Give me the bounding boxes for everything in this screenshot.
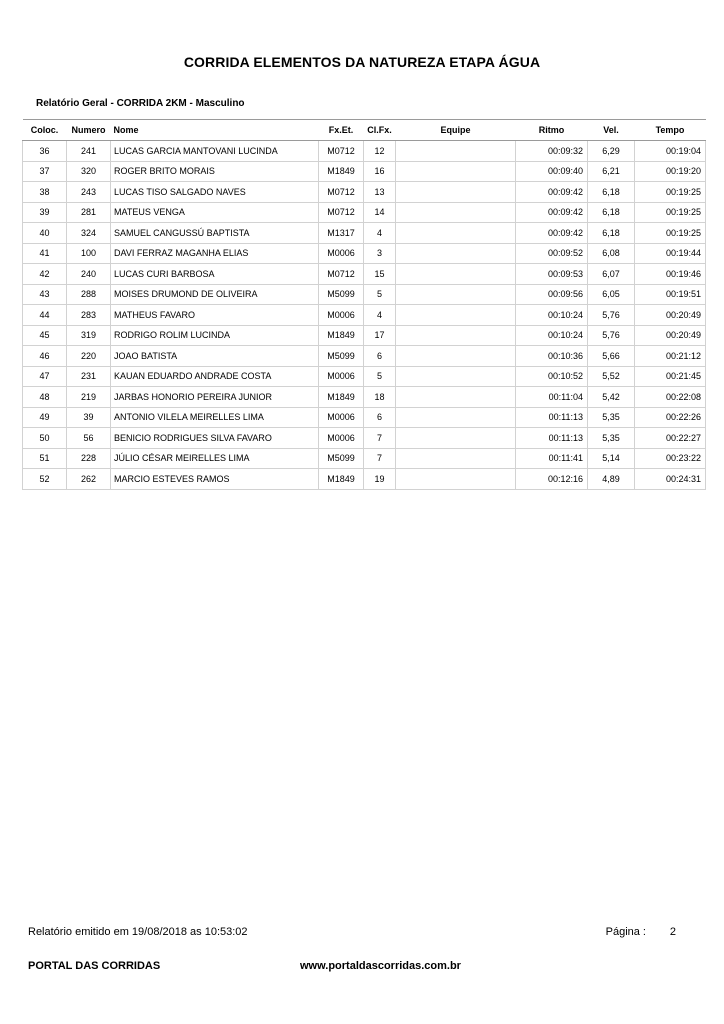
cell-ritmo: 00:10:24 [516, 305, 588, 326]
cell-equipe [396, 161, 516, 182]
cell-equipe [396, 346, 516, 367]
cell-ritmo: 00:09:42 [516, 182, 588, 203]
cell-vel: 6,29 [588, 141, 635, 162]
cell-nome: MATEUS VENGA [111, 202, 319, 223]
header-fx-et: Fx.Et. [319, 120, 364, 141]
table-header [23, 120, 706, 141]
cell-vel: 6,18 [588, 223, 635, 244]
table-row [23, 202, 706, 223]
report-issued-text: Relatório emitido em 19/08/2018 as 10:53:02 [28, 926, 248, 938]
cell-numero: 241 [67, 141, 111, 162]
cell-ritmo: 00:10:52 [516, 366, 588, 387]
cell-vel: 5,52 [588, 366, 635, 387]
cell-equipe [396, 243, 516, 264]
cell-fx-et: M0006 [319, 407, 364, 428]
cell-tempo: 00:19:25 [635, 202, 706, 223]
cell-vel: 4,89 [588, 469, 635, 490]
cell-fx-et: M0712 [319, 141, 364, 162]
cell-nome: BENICIO RODRIGUES SILVA FAVARO [111, 428, 319, 449]
cell-fx-et: M5099 [319, 346, 364, 367]
cell-numero: 243 [67, 182, 111, 203]
cell-coloc: 47 [23, 366, 67, 387]
table-row [23, 284, 706, 305]
cell-fx-et: M0006 [319, 428, 364, 449]
cell-tempo: 00:22:27 [635, 428, 706, 449]
cell-cl-fx: 4 [364, 305, 396, 326]
cell-tempo: 00:23:22 [635, 448, 706, 469]
page-label: Página : [605, 926, 646, 938]
cell-numero: 288 [67, 284, 111, 305]
cell-coloc: 36 [23, 141, 67, 162]
cell-coloc: 50 [23, 428, 67, 449]
cell-equipe [396, 407, 516, 428]
cell-cl-fx: 3 [364, 243, 396, 264]
cell-coloc: 43 [23, 284, 67, 305]
header-tempo: Tempo [635, 120, 706, 141]
cell-vel: 5,66 [588, 346, 635, 367]
cell-equipe [396, 141, 516, 162]
cell-nome: MATHEUS FAVARO [111, 305, 319, 326]
table-row [23, 141, 706, 162]
table-row [23, 243, 706, 264]
header-coloc: Coloc. [23, 120, 67, 141]
cell-nome: JÚLIO CÉSAR MEIRELLES LIMA [111, 448, 319, 469]
cell-numero: 283 [67, 305, 111, 326]
cell-cl-fx: 5 [364, 366, 396, 387]
cell-coloc: 46 [23, 346, 67, 367]
cell-coloc: 48 [23, 387, 67, 408]
cell-coloc: 52 [23, 469, 67, 490]
table-row [23, 387, 706, 408]
cell-vel: 6,18 [588, 182, 635, 203]
cell-vel: 6,07 [588, 264, 635, 285]
report-subtitle: Relatório Geral - CORRIDA 2KM - Masculino [36, 98, 245, 109]
cell-cl-fx: 5 [364, 284, 396, 305]
cell-numero: 281 [67, 202, 111, 223]
cell-nome: LUCAS TISO SALGADO NAVES [111, 182, 319, 203]
cell-coloc: 45 [23, 325, 67, 346]
table-row [23, 366, 706, 387]
cell-equipe [396, 448, 516, 469]
cell-ritmo: 00:11:13 [516, 428, 588, 449]
cell-fx-et: M0006 [319, 243, 364, 264]
cell-tempo: 00:21:12 [635, 346, 706, 367]
cell-vel: 5,35 [588, 407, 635, 428]
cell-nome: JOAO BATISTA [111, 346, 319, 367]
cell-numero: 39 [67, 407, 111, 428]
cell-cl-fx: 13 [364, 182, 396, 203]
cell-equipe [396, 202, 516, 223]
cell-coloc: 40 [23, 223, 67, 244]
cell-ritmo: 00:09:56 [516, 284, 588, 305]
cell-equipe [396, 264, 516, 285]
cell-vel: 5,76 [588, 325, 635, 346]
cell-numero: 324 [67, 223, 111, 244]
cell-coloc: 51 [23, 448, 67, 469]
cell-ritmo: 00:09:32 [516, 141, 588, 162]
cell-fx-et: M1849 [319, 325, 364, 346]
header-equipe: Equipe [396, 120, 516, 141]
cell-cl-fx: 12 [364, 141, 396, 162]
table-row [23, 428, 706, 449]
table-row [23, 182, 706, 203]
cell-ritmo: 00:09:42 [516, 223, 588, 244]
table-row [23, 161, 706, 182]
cell-nome: ROGER BRITO MORAIS [111, 161, 319, 182]
cell-nome: DAVI FERRAZ MAGANHA ELIAS [111, 243, 319, 264]
cell-fx-et: M0006 [319, 366, 364, 387]
cell-nome: SAMUEL CANGUSSÚ BAPTISTA [111, 223, 319, 244]
cell-fx-et: M0712 [319, 202, 364, 223]
cell-nome: ANTONIO VILELA MEIRELLES LIMA [111, 407, 319, 428]
cell-tempo: 00:19:25 [635, 223, 706, 244]
cell-tempo: 00:19:25 [635, 182, 706, 203]
cell-cl-fx: 16 [364, 161, 396, 182]
cell-cl-fx: 17 [364, 325, 396, 346]
cell-ritmo: 00:11:41 [516, 448, 588, 469]
cell-cl-fx: 14 [364, 202, 396, 223]
table-row [23, 346, 706, 367]
cell-tempo: 00:19:44 [635, 243, 706, 264]
header-cl-fx: Cl.Fx. [364, 120, 396, 141]
table-row [23, 223, 706, 244]
cell-numero: 220 [67, 346, 111, 367]
cell-nome: JARBAS HONORIO PEREIRA JUNIOR [111, 387, 319, 408]
cell-nome: MOISES DRUMOND DE OLIVEIRA [111, 284, 319, 305]
cell-fx-et: M1849 [319, 469, 364, 490]
cell-fx-et: M0712 [319, 182, 364, 203]
cell-nome: KAUAN EDUARDO ANDRADE COSTA [111, 366, 319, 387]
header-ritmo: Ritmo [516, 120, 588, 141]
cell-tempo: 00:22:26 [635, 407, 706, 428]
page-number: 2 [669, 926, 676, 938]
document-title: CORRIDA ELEMENTOS DA NATUREZA ETAPA ÁGUA [183, 54, 541, 70]
cell-coloc: 49 [23, 407, 67, 428]
cell-numero: 240 [67, 264, 111, 285]
cell-equipe [396, 284, 516, 305]
cell-tempo: 00:22:08 [635, 387, 706, 408]
cell-coloc: 41 [23, 243, 67, 264]
cell-fx-et: M1849 [319, 387, 364, 408]
cell-equipe [396, 366, 516, 387]
cell-nome: LUCAS CURI BARBOSA [111, 264, 319, 285]
cell-nome: LUCAS GARCIA MANTOVANI LUCINDA [111, 141, 319, 162]
cell-cl-fx: 4 [364, 223, 396, 244]
cell-vel: 5,76 [588, 305, 635, 326]
table-row [23, 407, 706, 428]
cell-fx-et: M5099 [319, 284, 364, 305]
cell-coloc: 38 [23, 182, 67, 203]
cell-equipe [396, 387, 516, 408]
cell-numero: 319 [67, 325, 111, 346]
cell-fx-et: M0006 [319, 305, 364, 326]
cell-coloc: 42 [23, 264, 67, 285]
cell-ritmo: 00:11:13 [516, 407, 588, 428]
cell-ritmo: 00:10:24 [516, 325, 588, 346]
cell-numero: 320 [67, 161, 111, 182]
cell-numero: 219 [67, 387, 111, 408]
cell-cl-fx: 7 [364, 448, 396, 469]
table-row [23, 448, 706, 469]
cell-tempo: 00:19:51 [635, 284, 706, 305]
cell-fx-et: M1849 [319, 161, 364, 182]
cell-cl-fx: 18 [364, 387, 396, 408]
cell-ritmo: 00:09:53 [516, 264, 588, 285]
cell-numero: 100 [67, 243, 111, 264]
cell-numero: 262 [67, 469, 111, 490]
cell-ritmo: 00:09:42 [516, 202, 588, 223]
cell-cl-fx: 6 [364, 346, 396, 367]
cell-vel: 5,35 [588, 428, 635, 449]
portal-name: PORTAL DAS CORRIDAS [28, 960, 161, 972]
cell-coloc: 39 [23, 202, 67, 223]
cell-tempo: 00:20:49 [635, 325, 706, 346]
cell-equipe [396, 182, 516, 203]
cell-ritmo: 00:09:52 [516, 243, 588, 264]
cell-tempo: 00:19:20 [635, 161, 706, 182]
cell-cl-fx: 7 [364, 428, 396, 449]
cell-coloc: 44 [23, 305, 67, 326]
cell-tempo: 00:24:31 [635, 469, 706, 490]
cell-ritmo: 00:12:16 [516, 469, 588, 490]
table-row [23, 305, 706, 326]
cell-vel: 6,21 [588, 161, 635, 182]
cell-cl-fx: 6 [364, 407, 396, 428]
cell-numero: 231 [67, 366, 111, 387]
cell-fx-et: M5099 [319, 448, 364, 469]
cell-vel: 5,14 [588, 448, 635, 469]
table-body [23, 141, 706, 490]
cell-cl-fx: 19 [364, 469, 396, 490]
cell-vel: 6,08 [588, 243, 635, 264]
header-vel: Vel. [588, 120, 635, 141]
cell-tempo: 00:19:04 [635, 141, 706, 162]
cell-equipe [396, 305, 516, 326]
table-row [23, 264, 706, 285]
cell-tempo: 00:21:45 [635, 366, 706, 387]
cell-coloc: 37 [23, 161, 67, 182]
cell-ritmo: 00:10:36 [516, 346, 588, 367]
cell-vel: 6,18 [588, 202, 635, 223]
website-url: www.portaldascorridas.com.br [300, 960, 461, 972]
cell-nome: RODRIGO ROLIM LUCINDA [111, 325, 319, 346]
cell-numero: 228 [67, 448, 111, 469]
cell-fx-et: M1317 [319, 223, 364, 244]
cell-equipe [396, 428, 516, 449]
cell-ritmo: 00:11:04 [516, 387, 588, 408]
cell-vel: 6,05 [588, 284, 635, 305]
table-row [23, 325, 706, 346]
cell-equipe [396, 223, 516, 244]
cell-tempo: 00:20:49 [635, 305, 706, 326]
header-numero: Numero [67, 120, 111, 141]
cell-nome: MARCIO ESTEVES RAMOS [111, 469, 319, 490]
cell-equipe [396, 325, 516, 346]
cell-ritmo: 00:09:40 [516, 161, 588, 182]
cell-cl-fx: 15 [364, 264, 396, 285]
table-row [23, 469, 706, 490]
cell-tempo: 00:19:46 [635, 264, 706, 285]
cell-numero: 56 [67, 428, 111, 449]
cell-equipe [396, 469, 516, 490]
header-nome: Nome [111, 120, 319, 141]
cell-fx-et: M0712 [319, 264, 364, 285]
results-table [22, 119, 706, 490]
cell-vel: 5,42 [588, 387, 635, 408]
